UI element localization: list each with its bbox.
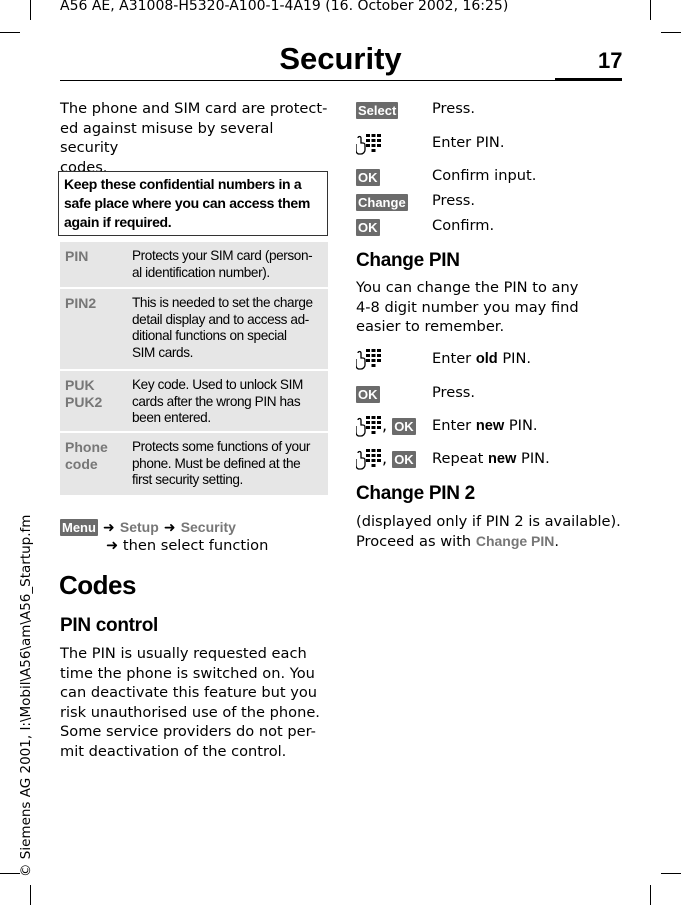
text-line: first security setting. bbox=[132, 472, 243, 487]
text-line: cards after the wrong PIN has bbox=[132, 393, 301, 409]
text-line: phone. Must be defined at the bbox=[132, 455, 301, 471]
code-term bbox=[65, 248, 88, 265]
crop-mark bbox=[0, 873, 20, 874]
pin-control-heading: PIN control bbox=[60, 615, 159, 636]
keypad-icon bbox=[356, 348, 382, 370]
menu-path-continuation bbox=[106, 536, 268, 556]
text-line: The phone and SIM card are protect- bbox=[60, 100, 328, 117]
keypad-icon bbox=[356, 448, 382, 470]
menu-path bbox=[60, 518, 236, 537]
text-line: ed against misuse by several security bbox=[60, 119, 274, 156]
step-text: Enter new PIN. bbox=[432, 417, 538, 434]
table-row bbox=[60, 433, 328, 495]
ok-softkey[interactable]: OK bbox=[394, 418, 414, 434]
ok-softkey[interactable] bbox=[356, 167, 380, 186]
text-line: PIN bbox=[65, 248, 89, 264]
step-text: Repeat new PIN. bbox=[432, 450, 550, 467]
running-head: A56 AE, A31008-H5320-A100-1-4A19 (16. October 2002, 16:25) bbox=[60, 0, 509, 14]
crop-mark bbox=[661, 873, 681, 874]
softkey-label: OK bbox=[358, 170, 378, 185]
text-line: ditional functions on special bbox=[132, 328, 287, 343]
code-description bbox=[132, 295, 324, 361]
then-select-text: then select function bbox=[122, 537, 269, 554]
change-pin2-heading: Change PIN 2 bbox=[356, 483, 475, 504]
text-line: 4-8 digit number you may find bbox=[356, 298, 579, 316]
menu-softkey[interactable]: Menu bbox=[62, 520, 96, 535]
text-line: PIN2 bbox=[65, 295, 97, 311]
change-pin-paragraph bbox=[356, 278, 616, 337]
confidential-note bbox=[58, 171, 328, 236]
crop-mark bbox=[0, 32, 20, 33]
ok-softkey[interactable] bbox=[356, 384, 380, 403]
text-line: Protects your SIM card (person- bbox=[132, 248, 313, 263]
text-line: detail display and to access ad- bbox=[132, 311, 309, 327]
ok-softkey[interactable]: OK bbox=[394, 451, 414, 467]
change-softkey[interactable] bbox=[356, 192, 408, 211]
table-row bbox=[60, 371, 328, 431]
change-pin2-paragraph bbox=[356, 512, 636, 551]
step-text: Press. bbox=[432, 192, 476, 209]
text-line: You can change the PIN to any bbox=[356, 279, 579, 296]
keypad-ok-combo bbox=[356, 415, 416, 437]
step-text: Press. bbox=[432, 384, 476, 401]
code-term bbox=[65, 439, 108, 473]
softkey-label: OK bbox=[358, 220, 378, 235]
text-line: Phone bbox=[65, 439, 108, 455]
text-line: The PIN is usually requested each bbox=[60, 645, 307, 662]
text-line: This is needed to set the charge bbox=[132, 295, 313, 310]
change-pin-reference: Change PIN bbox=[475, 532, 555, 549]
menu-item-setup: Setup bbox=[119, 519, 159, 535]
text-line: Key code. Used to unlock SIM bbox=[132, 377, 303, 392]
keypad-ok-combo bbox=[356, 448, 416, 470]
text-line: time the phone is switched on. You bbox=[60, 664, 315, 682]
arrow-icon: ➜ bbox=[106, 537, 119, 554]
step-text: Press. bbox=[432, 100, 476, 117]
text-line: safe place where you can access them bbox=[64, 195, 310, 211]
title-rule bbox=[60, 80, 622, 81]
softkey-label: Select bbox=[358, 103, 397, 118]
text-line: risk unauthorised use of the phone. bbox=[60, 703, 320, 721]
text-line: code bbox=[65, 456, 98, 472]
keypad-icon bbox=[356, 133, 382, 155]
page-title: Security bbox=[279, 41, 402, 76]
table-row bbox=[60, 289, 328, 369]
keypad-icon bbox=[356, 415, 382, 437]
code-term bbox=[65, 295, 96, 312]
text-line: (displayed only if PIN 2 is available). bbox=[356, 513, 621, 530]
step-text: Confirm. bbox=[432, 217, 495, 234]
text-line: Proceed as with Change PIN. bbox=[356, 532, 560, 550]
page-number: 17 bbox=[598, 48, 623, 73]
ok-softkey[interactable] bbox=[356, 217, 380, 236]
arrow-icon: ➜ bbox=[163, 520, 176, 536]
text-line: easier to remember. bbox=[356, 318, 505, 335]
text-line: again if required. bbox=[64, 214, 172, 230]
arrow-icon: ➜ bbox=[103, 520, 115, 536]
text-line: Some service providers do not per- bbox=[60, 723, 316, 740]
code-description bbox=[132, 248, 324, 281]
crop-mark bbox=[650, 0, 651, 20]
comma: , bbox=[382, 448, 388, 468]
step-text: Confirm input. bbox=[432, 167, 537, 184]
code-term bbox=[65, 377, 102, 411]
step-text: Enter PIN. bbox=[432, 134, 505, 151]
softkey-label: Change bbox=[358, 195, 406, 210]
copyright-footer: © Siemens AG 2001, I:\Mobil\A56\am\A56_Startup.fm bbox=[18, 514, 34, 877]
code-description bbox=[132, 377, 324, 427]
text-line: mit deactivation of the control. bbox=[60, 742, 287, 760]
text-line: PUK2 bbox=[65, 394, 103, 410]
text-line: codes. bbox=[60, 158, 108, 176]
crop-mark bbox=[650, 885, 651, 905]
text-line: al identification number). bbox=[132, 264, 270, 280]
text-line: SIM cards. bbox=[132, 344, 193, 360]
pin-control-paragraph bbox=[60, 644, 340, 761]
codes-heading: Codes bbox=[59, 570, 136, 600]
intro-paragraph bbox=[60, 99, 335, 177]
softkey-label: OK bbox=[358, 387, 378, 402]
crop-mark bbox=[30, 0, 31, 20]
select-softkey[interactable] bbox=[356, 100, 398, 119]
change-pin-heading: Change PIN bbox=[356, 250, 460, 271]
crop-mark bbox=[30, 885, 31, 905]
crop-mark bbox=[661, 32, 681, 33]
text-line: can deactivate this feature but you bbox=[60, 684, 318, 701]
text-line: Keep these confidential numbers in a bbox=[64, 176, 302, 192]
comma: , bbox=[382, 415, 388, 435]
text-line: been entered. bbox=[132, 410, 211, 425]
text-line: PUK bbox=[65, 377, 95, 393]
table-row bbox=[60, 242, 328, 287]
step-text: Enter old PIN. bbox=[432, 350, 532, 367]
text-line: Protects some functions of your bbox=[132, 439, 310, 454]
menu-item-security: Security bbox=[180, 519, 236, 535]
code-description bbox=[132, 439, 324, 489]
